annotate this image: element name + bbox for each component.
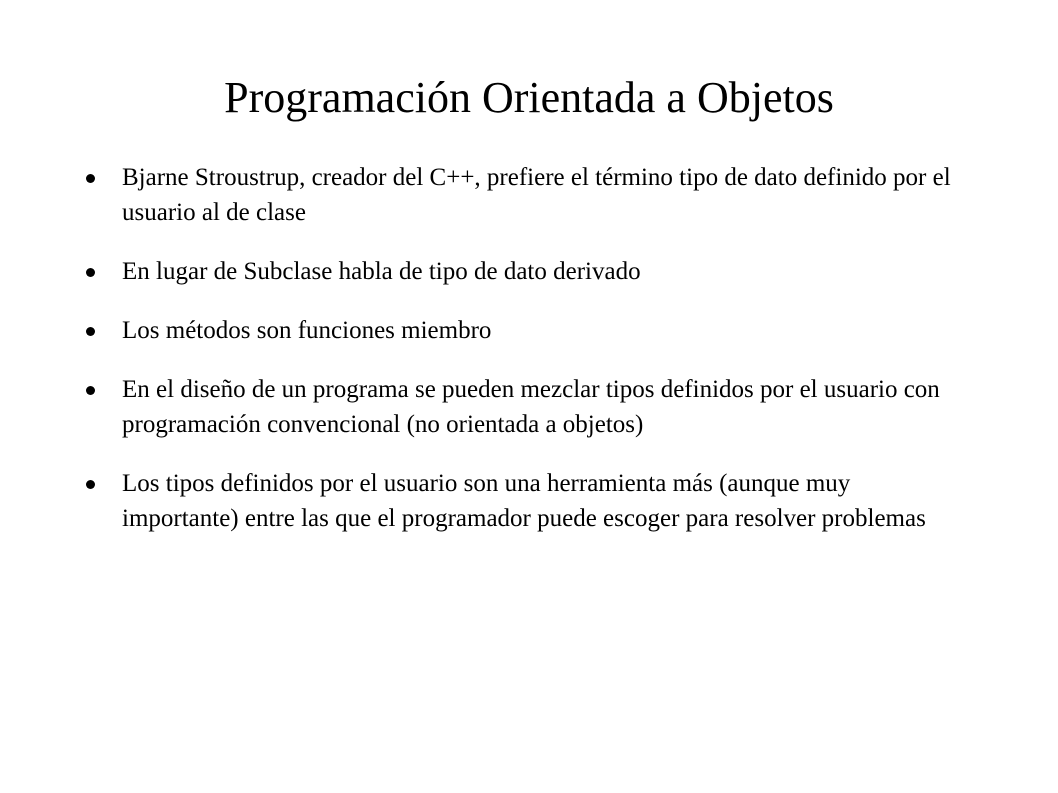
bullet-text: Bjarne Stroustrup, creador del C++, prefiere el término tipo de dato definido por el usuario al de clase (122, 164, 951, 226)
bullet-text: Los tipos definidos por el usuario son una herramienta más (aunque muy importante) entre las que el programador puede escoger para resolver problemas (122, 470, 926, 532)
slide-title: Programación Orientada a Objetos (224, 73, 834, 122)
bullet-text: En lugar de Subclase habla de tipo de dato derivado (122, 258, 641, 285)
bullet-dot-icon (86, 268, 95, 277)
bullet-dot-icon (86, 386, 95, 395)
bullet-dot-icon (86, 174, 95, 183)
bullet-text: Los métodos son funciones miembro (122, 317, 492, 344)
bullet-item-4 (86, 372, 966, 442)
bullet-list (86, 160, 966, 560)
bullet-item-2 (86, 254, 966, 289)
bullet-item-5 (86, 466, 966, 536)
bullet-dot-icon (86, 327, 95, 336)
bullet-item-1 (86, 160, 966, 230)
bullet-dot-icon (86, 480, 95, 489)
bullet-text: En el diseño de un programa se pueden mezclar tipos definidos por el usuario con programación convencional (no orientada a objetos) (122, 376, 940, 438)
bullet-item-3 (86, 313, 966, 348)
